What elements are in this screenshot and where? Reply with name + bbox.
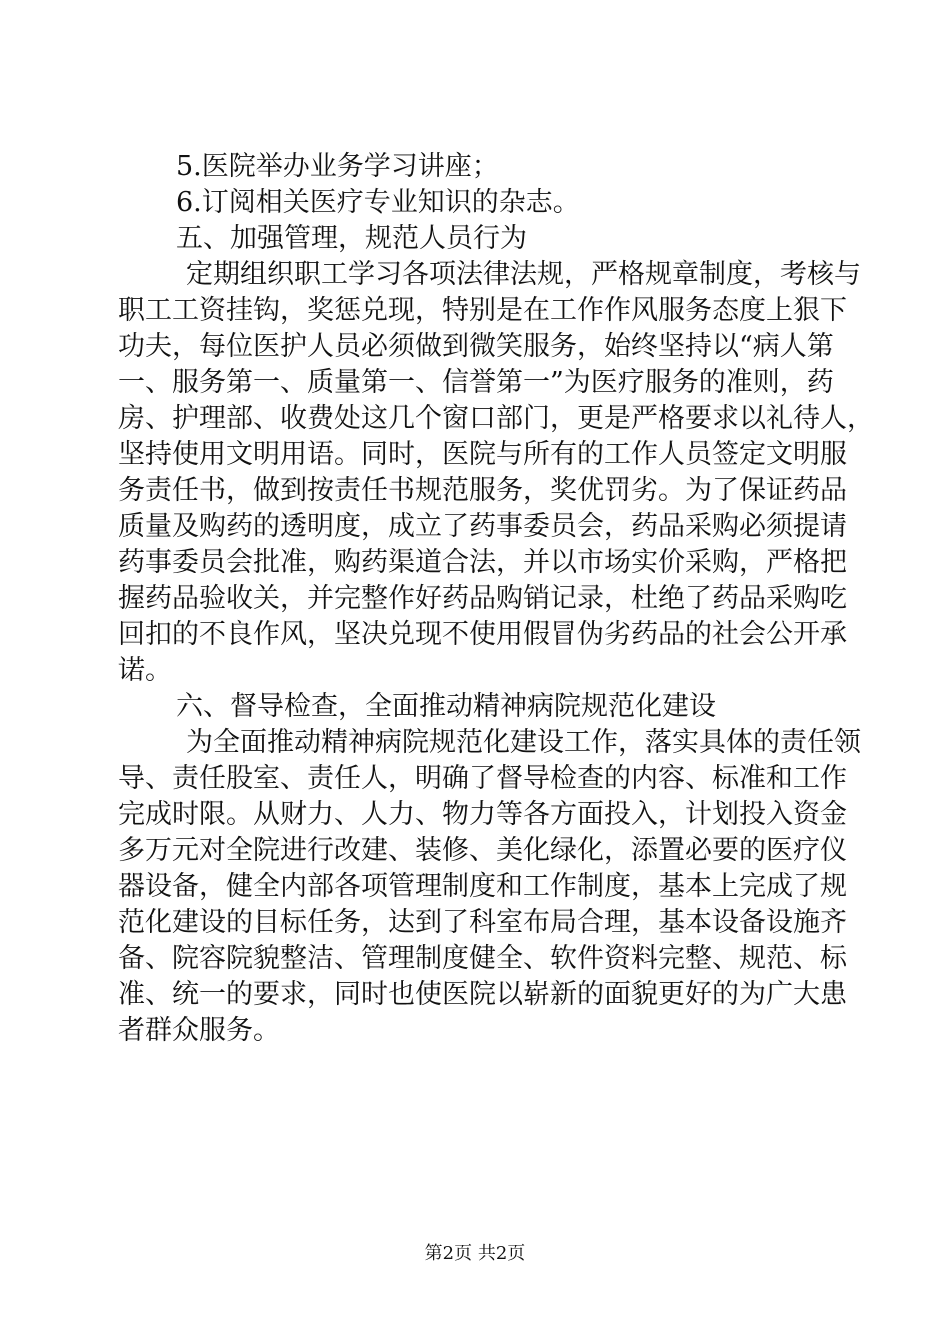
paragraph-line: 药事委员会批准，购药渠道合法，并以市场实价采购，严格把 xyxy=(118,547,847,578)
paragraph-line: 务责任书，做到按责任书规范服务，奖优罚劣。为了保证药品 xyxy=(118,475,847,506)
paragraph-line: 功夫，每位医护人员必须做到微笑服务，始终坚持以“病人第 xyxy=(118,331,834,362)
paragraph-line: 准、统一的要求，同时也使医院以崭新的面貌更好的为广大患 xyxy=(118,979,847,1010)
paragraph-line: 为全面推动精神病院规范化建设工作，落实具体的责任领 xyxy=(186,727,861,758)
page-number-footer: 第2页 共2页 xyxy=(424,1243,526,1264)
paragraph-line: 坚持使用文明用语。同时，医院与所有的工作人员签定文明服 xyxy=(118,439,847,470)
paragraph-line: 职工工资挂钩，奖惩兑现，特别是在工作作风服务态度上狠下 xyxy=(118,295,847,326)
paragraph-line: 房、护理部、收费处这几个窗口部门，更是严格要求以礼待人， xyxy=(118,403,874,434)
paragraph-line: 一、服务第一、质量第一、信誉第一”为医疗服务的准则，药 xyxy=(118,367,834,398)
paragraph-line: 者群众服务。 xyxy=(118,1015,280,1046)
paragraph-line: 导、责任股室、责任人，明确了督导检查的内容、标准和工作 xyxy=(118,763,847,794)
paragraph-line: 备、院容院貌整洁、管理制度健全、软件资料完整、规范、标 xyxy=(118,943,847,974)
list-item-6: 6.订阅相关医疗专业知识的杂志。 xyxy=(176,187,580,218)
paragraph-line: 定期组织职工学习各项法律法规，严格规章制度，考核与 xyxy=(186,259,861,290)
paragraph-line: 握药品验收关，并完整作好药品购销记录，杜绝了药品采购吃 xyxy=(118,583,847,614)
paragraph-line: 完成时限。从财力、人力、物力等各方面投入，计划投入资金 xyxy=(118,799,847,830)
section-heading-5: 五、加强管理，规范人员行为 xyxy=(176,223,527,254)
paragraph-line: 范化建设的目标任务，达到了科室布局合理，基本设备设施齐 xyxy=(118,907,847,938)
list-item-5: 5.医院举办业务学习讲座； xyxy=(176,151,499,182)
section-heading-6: 六、督导检查，全面推动精神病院规范化建设 xyxy=(176,691,716,722)
paragraph-line: 器设备，健全内部各项管理制度和工作制度，基本上完成了规 xyxy=(118,871,847,902)
paragraph-line: 质量及购药的透明度，成立了药事委员会，药品采购必须提请 xyxy=(118,511,847,542)
paragraph-line: 诺。 xyxy=(118,655,172,686)
paragraph-line: 多万元对全院进行改建、装修、美化绿化，添置必要的医疗仪 xyxy=(118,835,847,866)
paragraph-line: 回扣的不良作风，坚决兑现不使用假冒伪劣药品的社会公开承 xyxy=(118,619,847,650)
